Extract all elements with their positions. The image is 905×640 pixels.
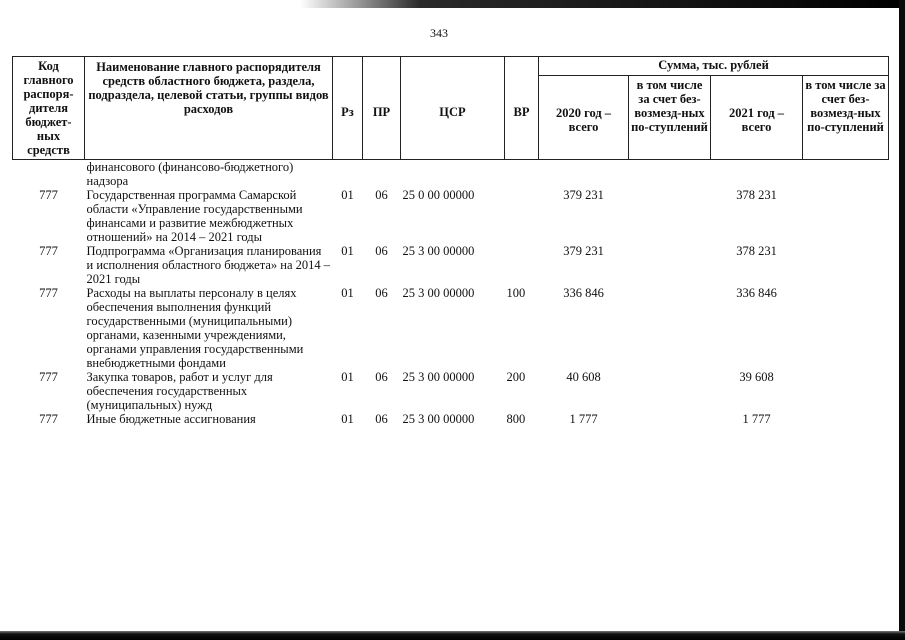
row-pr: 06 [375,244,388,258]
row-name: Расходы на выплаты персоналу в целях обеспечения выполнения функций государственными (муниципальными) органами, казенными учреждениями, органами управления государственными внебюджетными фондами [86,286,304,370]
row-csr: 25 3 00 00000 [402,412,475,426]
row-code: 777 [39,370,58,384]
row-2020-total: 379 231 [563,244,604,258]
row-2021-total: 39 608 [739,370,774,384]
row-rz: 01 [341,412,354,426]
continuation-text: финансового (финансово-бюджетного) надзора [86,160,294,188]
header-vr: ВР [505,57,539,160]
row-pr: 06 [375,188,388,202]
scan-edge-bottom [0,631,905,640]
row-2021-total: 336 846 [736,286,777,300]
row-2020-total: 336 846 [563,286,604,300]
table-rows [13,188,889,426]
row-code: 777 [39,412,58,426]
table-body [13,160,889,189]
table-row [13,412,889,426]
table-header [13,57,889,160]
scan-edge-top [0,0,905,8]
row-2020-total: 1 777 [569,412,598,426]
header-amount-group: Сумма, тыс. рублей [539,57,889,76]
row-2020-free [629,370,711,412]
header-csr: ЦСР [401,57,505,160]
row-2020-total: 379 231 [563,188,604,202]
row-2021-total: 378 231 [736,188,777,202]
row-2020-free [629,244,711,286]
row-2020-free [629,412,711,426]
row-pr: 06 [375,286,388,300]
row-rz: 01 [341,286,354,300]
row-vr: 200 [506,370,526,384]
table-row-continuation [13,160,889,189]
row-rz: 01 [341,188,354,202]
row-2021-free [803,286,889,370]
row-2020-total: 40 608 [566,370,601,384]
header-pr: ПР [363,57,401,160]
header-rz: Рз [333,57,363,160]
row-2021-free [803,370,889,412]
row-vr [505,188,539,244]
row-csr: 25 0 00 00000 [402,188,475,202]
row-rz: 01 [341,370,354,384]
header-2021-free: в том числе за счет без-возмезд-ных по-ступлений [803,76,889,160]
table-row [13,286,889,370]
row-vr [505,244,539,286]
row-pr: 06 [375,370,388,384]
row-csr: 25 3 00 00000 [402,286,475,300]
row-2021-free [803,412,889,426]
scan-edge-right [899,0,905,640]
row-2021-free [803,188,889,244]
row-vr: 800 [506,412,526,426]
row-2020-free [629,188,711,244]
row-pr: 06 [375,412,388,426]
row-code: 777 [39,286,58,300]
row-csr: 25 3 00 00000 [402,370,475,384]
table-row [13,370,889,412]
page-number: 343 [430,26,448,40]
row-vr: 100 [506,286,526,300]
header-2020-free: в том числе за счет без-возмезд-ных по-ступлений [629,76,711,160]
row-csr: 25 3 00 00000 [402,244,475,258]
table-row [13,188,889,244]
row-2021-total: 378 231 [736,244,777,258]
row-2020-free [629,286,711,370]
header-name: Наименование главного распорядителя средств областного бюджета, раздела, подраздела, целевой статьи, группы видов расходов [85,57,333,160]
header-2021-total: 2021 год – всего [711,76,803,160]
row-name: Подпрограмма «Организация планирования и исполнения областного бюджета» на 2014 – 2021 годы [86,244,330,286]
header-2020-total: 2020 год – всего [539,76,629,160]
header-code: Код главного распоря-дителя бюджет-ных средств [13,57,85,160]
row-name: Иные бюджетные ассигнования [86,412,256,426]
row-name: Государственная программа Самарской области «Управление государственными финансами и развитие межбюджетных отношений» на 2014 – 2021 годы [86,188,303,244]
row-2021-free [803,244,889,286]
row-rz: 01 [341,244,354,258]
row-2021-total: 1 777 [742,412,771,426]
table-row [13,244,889,286]
row-name: Закупка товаров, работ и услуг для обеспечения государственных (муниципальных) нужд [86,370,273,412]
budget-table [12,56,889,426]
row-code: 777 [39,244,58,258]
row-code: 777 [39,188,58,202]
